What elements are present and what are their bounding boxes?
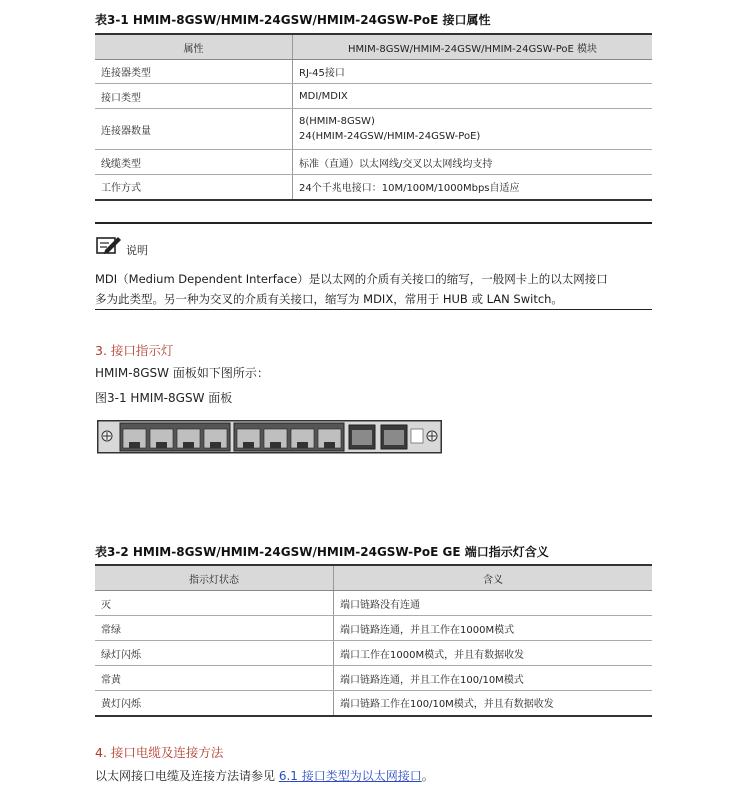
table-row xyxy=(95,691,652,716)
note-pencil-icon xyxy=(96,235,122,255)
section3-intro: HMIM-8GSW 面板如下图所示： xyxy=(95,366,269,380)
table2-header-meaning: 含义 xyxy=(334,565,653,591)
note-label: 说明 xyxy=(126,244,148,257)
table1-caption: 表3-1 HMIM-8GSW/HMIM-24GSW/HMIM-24GSW-PoE 接口属性 xyxy=(95,13,491,27)
table1-cell-attr: 工作方式 xyxy=(95,175,293,200)
table1-cell-attr: 接口类型 xyxy=(95,84,293,109)
interface-attributes-table xyxy=(95,33,652,201)
section3-heading: 3. 接口指示灯 xyxy=(95,343,174,358)
table2-cell-meaning: 端口链路连通，并且工作在100/10M模式 xyxy=(334,666,653,691)
table2-header-state: 指示灯状态 xyxy=(95,565,334,591)
table2-cell-state: 绿灯闪烁 xyxy=(95,641,334,666)
table1-cell-value-line1: 8(HMIM-8GSW) xyxy=(299,116,375,127)
table1-cell-attr: 连接器类型 xyxy=(95,60,293,84)
table1-cell-value: RJ-45接口 xyxy=(293,60,653,84)
table-row xyxy=(95,175,652,200)
section4-text xyxy=(95,767,434,784)
table2-cell-meaning: 端口工作在1000M模式，并且有数据收发 xyxy=(334,641,653,666)
note-text-line1: MDI（Medium Dependent Interface）是以太网的介质有关接口的缩写，一般网卡上的以太网接口 xyxy=(95,272,608,286)
table1-cell-value: MDI/MDIX xyxy=(293,84,653,109)
table-row xyxy=(95,60,652,84)
table-row xyxy=(95,150,652,175)
figure-caption: 图3-1 HMIM-8GSW 面板 xyxy=(95,391,233,405)
table1-cell-attr: 线缆类型 xyxy=(95,150,293,175)
table-row xyxy=(95,666,652,691)
table-row xyxy=(95,84,652,109)
indicator-meaning-table xyxy=(95,564,652,717)
table2-cell-state: 常黄 xyxy=(95,666,334,691)
note-top-rule xyxy=(95,222,652,224)
table1-header-module: HMIM-8GSW/HMIM-24GSW/HMIM-24GSW-PoE 模块 xyxy=(293,34,653,60)
section4-text-before: 以太网接口电缆及连接方法请参见 xyxy=(95,769,279,783)
table-row xyxy=(95,591,652,616)
table1-cell-value: 标准（直通）以太网线/交叉以太网线均支持 xyxy=(293,150,653,175)
table-row xyxy=(95,616,652,641)
table-row xyxy=(95,641,652,666)
table1-cell-attr: 连接器数量 xyxy=(95,109,293,150)
table2-caption: 表3-2 HMIM-8GSW/HMIM-24GSW/HMIM-24GSW-PoE GE 端口指示灯含义 xyxy=(95,545,549,559)
table2-cell-state: 黄灯闪烁 xyxy=(95,691,334,716)
hmim-8gsw-front-panel-image xyxy=(97,420,442,454)
note-text xyxy=(95,269,655,309)
note-bottom-rule xyxy=(95,309,652,310)
interface-type-ethernet-link[interactable]: 6.1 接口类型为以太网接口 xyxy=(278,769,422,783)
table1-header-attr: 属性 xyxy=(95,34,293,60)
table2-cell-meaning: 端口链路连通，并且工作在1000M模式 xyxy=(334,616,653,641)
table2-cell-state: 常绿 xyxy=(95,616,334,641)
table1-cell-value: 24个千兆电接口：10M/100M/1000Mbps自适应 xyxy=(293,175,653,200)
table-row xyxy=(95,109,652,150)
table1-cell-value xyxy=(293,109,653,150)
table1-cell-value-line2: 24(HMIM-24GSW/HMIM-24GSW-PoE) xyxy=(299,131,481,142)
section4-text-after: 。 xyxy=(421,769,434,783)
table2-cell-meaning: 端口链路工作在100/10M模式，并且有数据收发 xyxy=(334,691,653,716)
table2-cell-meaning: 端口链路没有连通 xyxy=(334,591,653,616)
note-text-line2: 多为此类型。另一种为交叉的介质有关接口，缩写为 MDIX，常用于 HUB 或 LAN Switch。 xyxy=(95,292,563,306)
table2-cell-state: 灭 xyxy=(95,591,334,616)
section4-heading: 4. 接口电缆及连接方法 xyxy=(95,745,224,760)
